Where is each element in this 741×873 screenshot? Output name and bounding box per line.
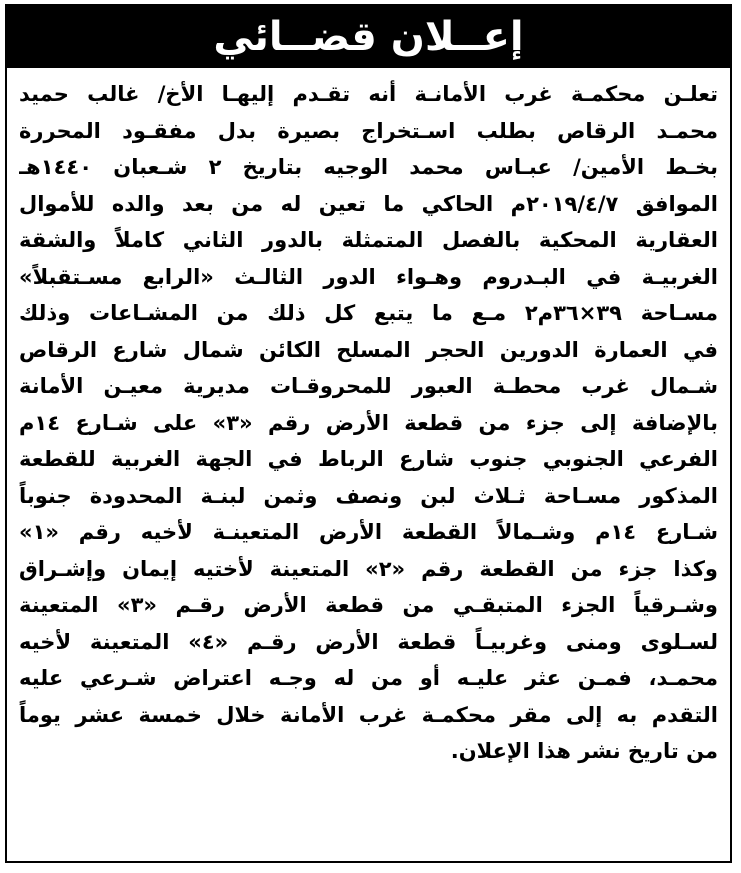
- notice-line: الغربيـة في البـدروم وهـواء الدور الثالـث «الرابع مسـتقبلاً»: [19, 264, 718, 289]
- notice-line: بالإضافة إلى جزء من قطعة الأرض رقم «٣» على شـارع ١٤م: [19, 410, 718, 435]
- notice-line: شـمال غرب محطـة العبور للمحروقـات مديرية معيـن الأمانة: [19, 374, 718, 398]
- notice-line: الفرعي الجنوبي جنوب شارع الرباط في الجهة الغربية للقطعة: [19, 447, 718, 471]
- notice-title: إعــلان قضــائي: [213, 14, 524, 60]
- notice-line: المذكور مسـاحة ثـلاث لبن ونصف وثمن لبنـة المحدودة جنوباً: [19, 483, 718, 508]
- notice-line: شـارع ١٤م وشـمالاً القطعة الأرض المتعينـة لأخيه رقم «١»: [19, 520, 718, 544]
- notice-line: من تاريخ نشر هذا الإعلان.: [450, 739, 718, 763]
- notice-line: العقارية المحكية بالفصل المتمثلة بالدور الثاني كاملاً والشقة: [19, 228, 718, 252]
- notice-line: في العمارة الدورين الحجر المسلح الكائن شمال شارع الرقاص: [19, 337, 718, 362]
- notice-line: وشـرقياً الجزء المتبقـي من قطعة الأرض رقـم «٣» المتعينة: [19, 593, 718, 617]
- notice-body: [19, 76, 718, 770]
- notice-line: محمـد، فمـن عثر عليـه أو من له وجـه اعتراض شـرعي عليه: [19, 666, 718, 690]
- notice-line: لسـلوى ومنى وغربيـاً قطعة الأرض رقـم «٤» المتعينة لأخيه: [19, 629, 718, 654]
- notice-banner: [7, 6, 730, 68]
- notice-line: محمـد الرقاص بطلب اسـتخراج بصيرة بدل مفقـود المحررة: [19, 118, 718, 143]
- notice-line: الموافق ٢٠١٩/٤/٧م الحاكي ما تعين له من بعد والده للأموال: [19, 191, 718, 216]
- notice-line: بخـط الأمين/ عبـاس محمد الوجيه بتاريخ ٢ شـعبان ١٤٤٠هـ: [19, 155, 718, 179]
- notice-frame: [5, 4, 732, 863]
- notice-line: تعلـن محكمـة غرب الأمانـة أنه تقـدم إليهـا الأخ/ غالب حميد: [19, 82, 718, 106]
- notice-line: مسـاحة ٣٩×٣٦م٢ مـع ما يتبع كل ذلك من المشـاعات وذلك: [19, 301, 718, 325]
- notice-line: التقدم به إلى مقر محكمـة غرب الأمانة خلال خمسة عشر يوماً: [19, 702, 718, 727]
- notice-line: وكذا جزء من القطعة رقم «٢» المتعينة لأختيه إيمان وإشـراق: [19, 556, 718, 581]
